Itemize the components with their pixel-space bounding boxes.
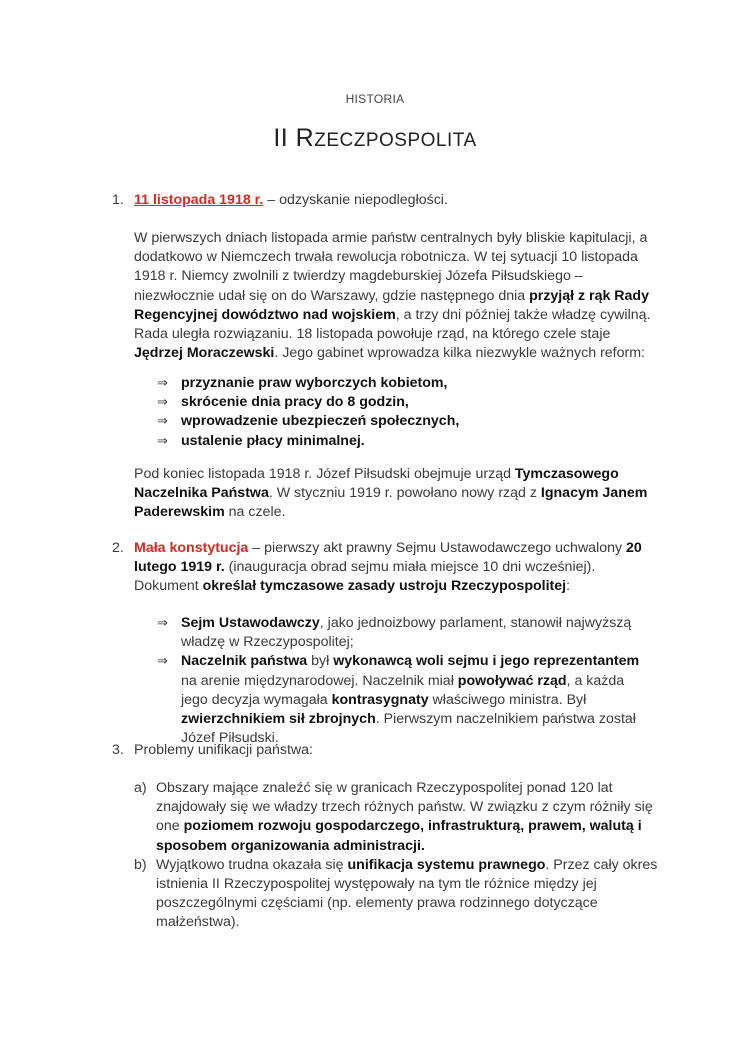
bold-run: Ignacym Janem Paderewskim (134, 485, 648, 521)
section-2-paragraph (134, 539, 662, 597)
bold-run: przyjął z rąk Rady Regencyjnej dowództwo nad wojskiem (134, 287, 649, 323)
text-run: , a trzy dni później także władzę cywilną. Rada uległa rozwiązaniu. 18 listopada powołuje rząd, na którego czele staje (134, 306, 651, 343)
bold-run: Naczelnik państwa (181, 653, 308, 670)
list-item (157, 393, 647, 412)
item-letter: b) (134, 856, 147, 873)
section-1-paragraph-2 (134, 465, 662, 523)
title-first: II R (273, 124, 315, 152)
list-item (134, 856, 664, 933)
headline-text: – odzyskanie niepodległości. (263, 192, 448, 208)
list-item-text: wprowadzenie ubezpieczeń społecznych, (181, 413, 460, 430)
text-run: właściwego ministra. Był (428, 691, 587, 708)
text-run: . Pierwszym naczelnikiem państwa został Józef Piłsudski. (181, 711, 636, 747)
bold-run: zwierzchnikiem sił zbrojnych (181, 711, 376, 728)
arrow-icon: ⇒ (157, 433, 168, 449)
text-run: na czele. (224, 504, 286, 521)
list-item-text: ustalenie płacy minimalnej. (181, 432, 365, 449)
section-number: 2. (112, 540, 124, 556)
section-3-headline: Problemy unifikacji państwa: (134, 742, 313, 758)
page-title (0, 124, 750, 153)
text-run: (inauguracja obrad sejmu miała miejsce 10 dni wcześniej). Dokument (134, 559, 596, 595)
subject-label: HISTORIA (345, 92, 405, 106)
text-run: : (566, 578, 571, 595)
text-run: na arenie międzynarodowej. Naczelnik miał (181, 672, 458, 689)
arrow-icon: ⇒ (157, 616, 168, 631)
arrow-icon: ⇒ (157, 395, 168, 411)
text-run: – pierwszy akt prawny Sejmu Ustawodawczego uchwalony (248, 540, 627, 556)
bold-run: poziomem rozwoju gospodarczego, infrastrukturą, prawem, walutą i sposobem organizowania administracji. (156, 818, 642, 854)
arrow-icon: ⇒ (157, 654, 168, 670)
section-1-paragraph-1 (134, 229, 662, 363)
list-item-text: skrócenie dnia pracy do 8 godzin, (181, 394, 409, 411)
title-rest: ZECZPOSPOLITA (314, 130, 477, 151)
text-run: Pod koniec listopada 1918 r. Józef Piłsudski obejmuje urząd (134, 466, 515, 482)
reforms-list (157, 374, 647, 451)
list-item (157, 432, 647, 451)
text-run: . Przez cały okres istnienia II Rzeczypospolitej występowały na tym tle różnice między jej poszczególnymi częściami (np. elementy prawa rodzinnego dotyczące małżeństwa). (156, 856, 658, 931)
bold-run: powoływać rząd (457, 672, 567, 689)
list-item (134, 779, 664, 856)
list-item (157, 652, 647, 748)
bold-run: Jędrzej Moraczewski (134, 345, 275, 362)
bold-run: kontrasygnaty (331, 691, 429, 708)
item-letter: a) (134, 780, 147, 796)
text-run: . W styczniu 1919 r. powołano nowy rząd z (268, 485, 541, 502)
section-number: 3. (112, 742, 124, 758)
bold-run: Tymczasowego Naczelnika Państwa (134, 466, 619, 502)
list-item (157, 412, 647, 431)
section-number: 1. (112, 192, 124, 208)
bold-run: Sejm Ustawodawczy (181, 615, 320, 631)
text-run: , jako jednoizbowy parlament, stanowił najwyższą władzę w Rzeczypospolitej; (181, 615, 632, 651)
text-run: W pierwszych dniach listopada armie państw centralnych były bliskie kapitulacji, a dodatkowo w Niemczech trwała rewolucja robotnicza. W tej sytuacji 10 listopada 1918 r. Niemcy zwolnili z twierdzy magdeburskiej Józefa Piłsudskiego – niezwłocznie udał się on do Warszawy, gdzie następnego dnia (134, 230, 648, 304)
arrow-icon: ⇒ (157, 376, 168, 391)
constitution-list (157, 614, 647, 748)
list-item-text: przyznanie praw wyborczych kobietom, (181, 375, 448, 391)
term-highlight: Mała konstytucja (134, 540, 249, 556)
bold-run: określał tymczasowe zasady ustroju Rzeczypospolitej (202, 578, 567, 595)
list-item (157, 374, 647, 393)
text-run: . Jego gabinet wprowadza kilka niezwykle ważnych reform: (274, 345, 645, 362)
text-run: Obszary mające znaleźć się w granicach Rzeczypospolitej ponad 120 lat znajdowały się we władzy trzech różnych państw. W związku z czym różniły się one (156, 780, 653, 835)
date-highlight: 11 listopada 1918 r. (134, 192, 264, 208)
text-run: Wyjątkowo trudna okazała się (156, 856, 348, 873)
list-item (157, 614, 647, 652)
arrow-icon: ⇒ (157, 414, 168, 430)
bold-run: 20 lutego 1919 r. (134, 540, 642, 576)
bold-run: wykonawcą woli sejmu i jego reprezentantem (333, 653, 640, 670)
section-1-headline (134, 191, 662, 210)
bold-run: unifikacja systemu prawnego (347, 856, 546, 873)
unification-list (134, 779, 664, 933)
text-run: , a każda jego decyzja wymagała (181, 672, 625, 708)
text-run: był (307, 653, 334, 670)
